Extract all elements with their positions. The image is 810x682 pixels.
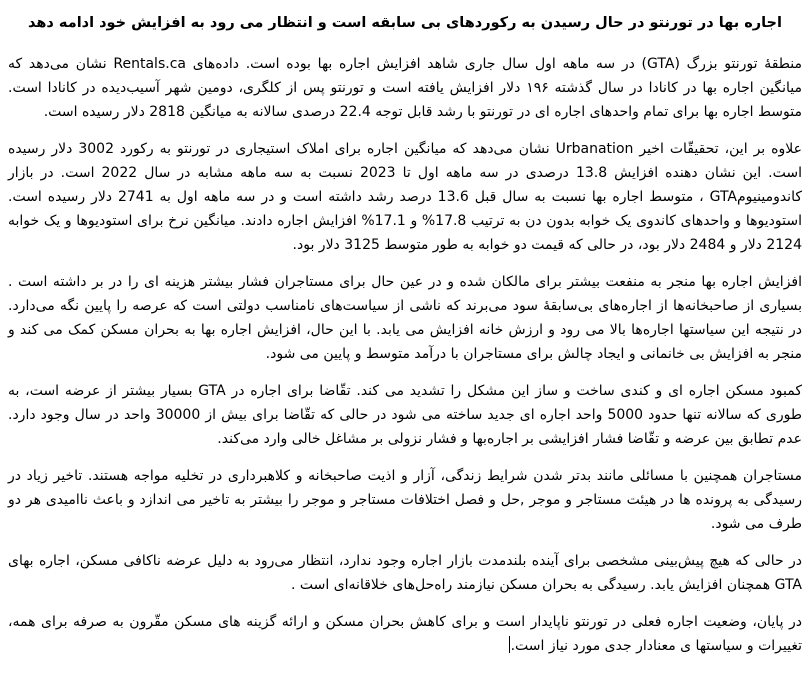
text-cursor xyxy=(509,636,510,653)
paragraph-conclusion[interactable] xyxy=(8,610,802,658)
paragraph-supply-demand[interactable] xyxy=(8,379,802,451)
paragraph-text: در پایان، وضعیت اجاره فعلی در تورنتو ناپایدار است و برای کاهش بحران مسکن و ارائه گزینه های مسکن مقّرون به صرفه برای همه، تغییرات و سیاستها ی معنادار جدی مورد نیاز است. xyxy=(8,614,802,654)
paragraph-text: مستاجران همچنین با مسائلی مانند بدتر شدن شرایط زندگی، آزار و اذیت صاحبخانه و کلاهبرداری در تخلیه مواجه هستند. تاخیر زیاد در رسیدگی به پرونده ها در هیئت مستاجر و موجر ,حل و فصل اختلافات مستاجر و موجر را بیشتر به تاخیر می اندازد و باعث ناامیدی هر دو طرف می شود. xyxy=(8,468,802,532)
paragraph-tenant-issues[interactable] xyxy=(8,464,802,536)
paragraph-text: در حالی که هیچ پیش‌بینی مشخصی برای آینده بلندمدت بازار اجاره وجود ندارد، انتظار می‌رود به دلیل عرضه ناکافی مسکن، اجاره بهای GTA همچنان افزایش یابد. رسیدگی به بحران مسکن نیازمند راه‌حل‌های خلاقانه‌ای است . xyxy=(8,553,802,593)
paragraph-intro[interactable] xyxy=(8,52,802,124)
paragraph-text: کمبود مسکن اجاره ای و کندی ساخت و ساز این مشکل را تشدید می کند. تقّاضا برای اجاره در GTA بسیار بیشتر از عرضه است، به طوری که سالانه تنها حدود 5000 واحد اجاره ای جدید ساخته می شود در حالی که تقّاضا برای بیش از 30000 واحد در سال وجود دارد. عدم تطابق بین عرضه و تقّاضا فشار افزایشی بر اجاره‌بها و فشار نزولی بر مشاغل خالی وارد می‌کند. xyxy=(8,383,802,447)
paragraph-landlords-tenants[interactable] xyxy=(8,270,802,366)
paragraph-outlook[interactable] xyxy=(8,549,802,597)
paragraph-text: علاوه بر این، تحقیقّات اخیر Urbanation نشان می‌دهد که میانگین اجاره برای املاک استیجاری در تورنتو به رکورد 3002 دلار رسیده است. این نشان دهنده افزایش 13.8 درصدی در سه ماهه اول تا 2023 نسبت به سه ماهه مشابه در سال 2022 است. در بازار کاندومینیومGTA ، متوسط اجاره بها نسبت به سال قبل 13.6 درصد رشد داشته است و در سه ماهه اول به 2741 دلار رسیده است. استودیوها و واحدهای کاندوی یک خوابه بدون دن به ترتیب 17.8% و 17.1% افزایش اجاره دادند. میانگین نرخ برای استودیوها و یک خوابه 2124 دلار و 2484 دلار بود، در حالی که قیمت دو خوابه به طور متوسط 3125 دلار بود. xyxy=(8,141,803,253)
paragraph-text: افزایش اجاره بها منجر به منفعت بیشتر برای مالکان شده و در عین حال برای مستاجران فشار بیشتر هزینه ای را در بر داشته است . بسیاری از صاحبخانه‌ها از اجاره‌های بی‌سابقۀ سود می‌برند که ناشی از سیاست‌های نامناسب دولتی است که عرصه را پایین نگه می‌دارد. در نتیجه این سیاستها اجاره‌ها بالا می رود و ارزش خانه افزایش می یابد. با این حال، افزایش اجاره بها به بحران مسکن کمک می کند و منجر به افزایش بی خانمانی و ایجاد چالش برای مستاجران با درآمد متوسط و پایین می شود. xyxy=(8,274,802,362)
paragraph-urbanation-stats[interactable] xyxy=(8,137,802,257)
document-title[interactable]: اجاره بها در تورنتو در حال رسیدن به رکوردهای بی سابقه است و انتظار می رود به افزایش خود ادامه دهد xyxy=(28,15,782,31)
paragraph-text: منطقۀ تورنتو بزرگ (GTA) در سه ماهه اول سال جاری شاهد افزایش اجاره بها بوده است. داده‌های Rentals.ca نشان می‌دهد که میانگین اجاره بها در کانادا در سال گذشته ۱۹۶ دلار افزایش یافته است و تورنتو پس از کلگری، دومین شهر آسیب‌دیده در کانادا است. متوسط اجاره بها برای تمام واحدهای اجاره ای در تورنتو با رشد قابل توجه 22.4 درصدی سالانه به میانگین 2818 دلار رسیده است. xyxy=(8,56,803,120)
